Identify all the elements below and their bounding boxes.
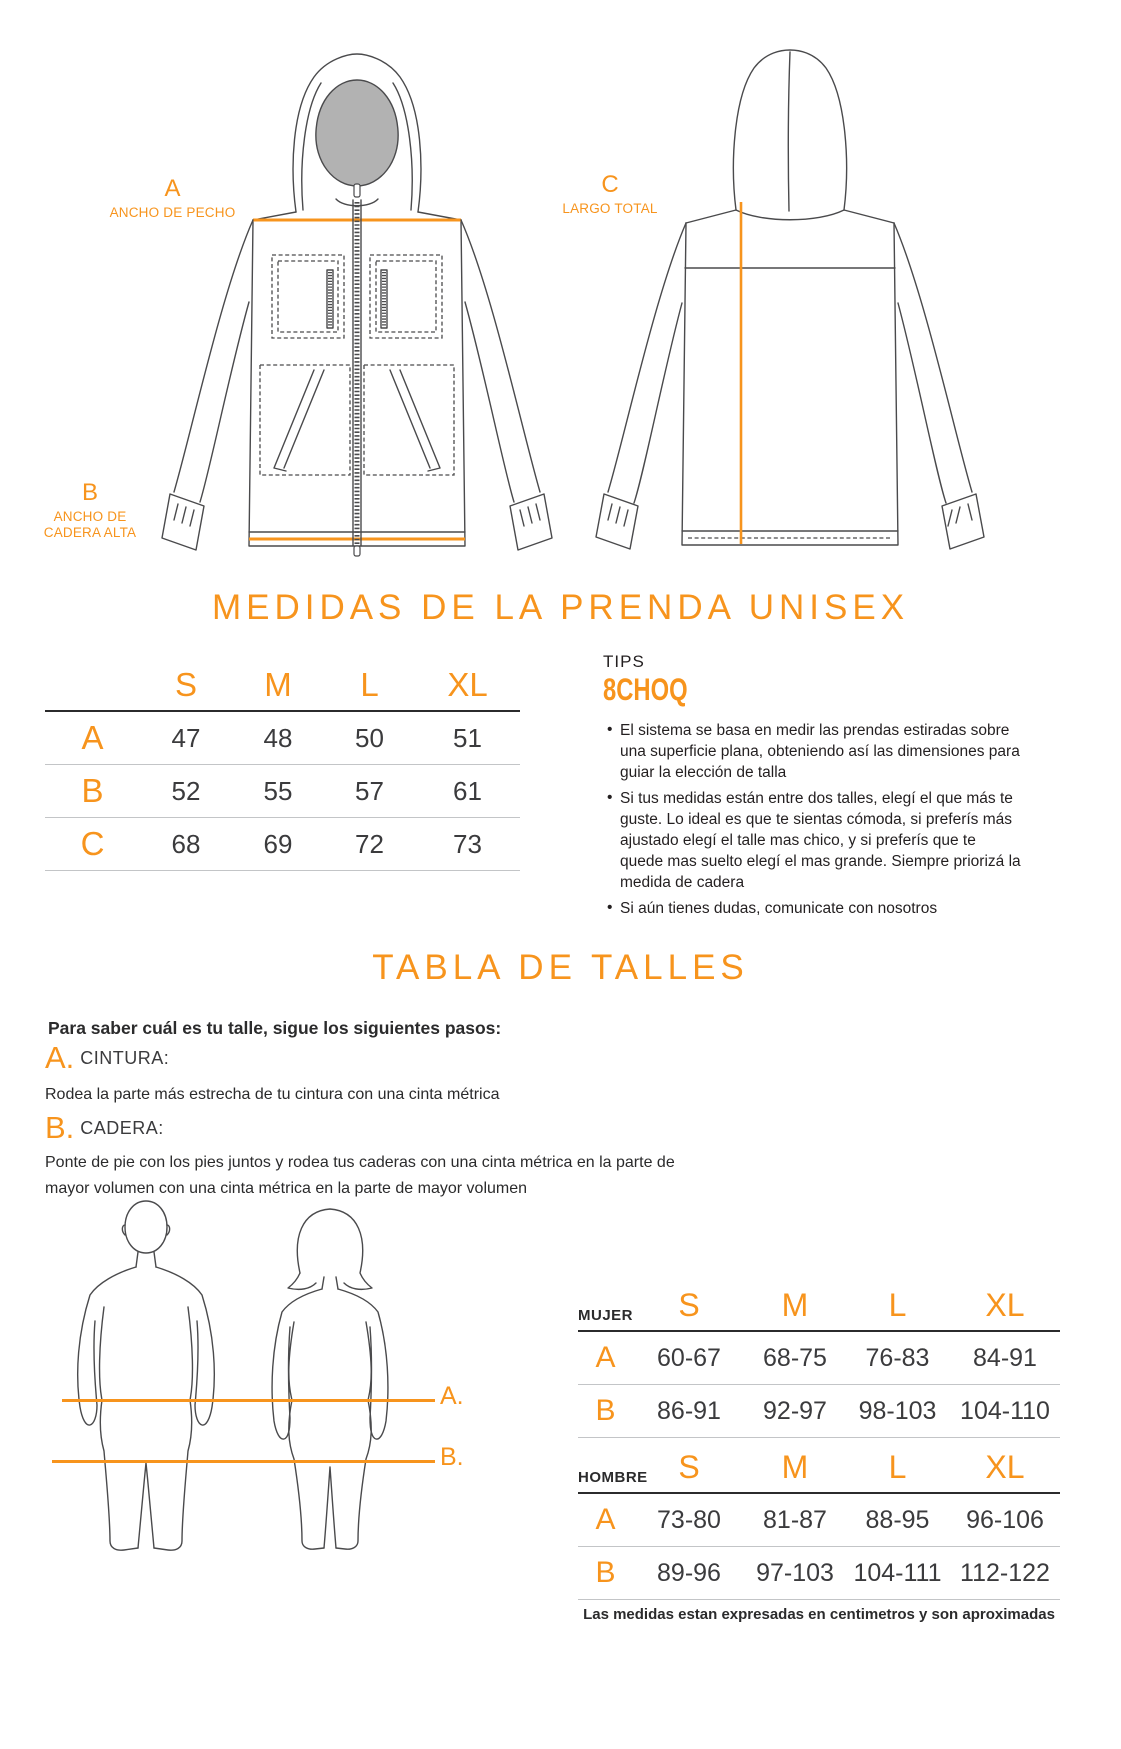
men-size-table	[578, 1450, 1060, 1600]
steps-intro: Para saber cuál es tu talle, sigue los siguientes pasos:	[48, 1018, 502, 1038]
row-label-b: B	[595, 1394, 616, 1427]
row-label-b: B	[81, 772, 104, 809]
size-range: 86-91	[657, 1396, 721, 1425]
label-chest-width-text: ANCHO DE PECHO	[109, 205, 236, 220]
size-col-l: L	[360, 666, 379, 703]
size-col-xl: XL	[985, 1287, 1025, 1323]
label-hip-width-letter: B	[81, 479, 98, 506]
garment-size-table	[45, 660, 520, 871]
tips-block	[603, 652, 706, 706]
size-col-m: M	[781, 1449, 809, 1485]
size-range: 98-103	[858, 1396, 937, 1425]
chest-pocket-right	[370, 255, 442, 338]
women-size-table	[578, 1288, 1060, 1438]
table-row	[578, 1385, 1060, 1438]
hood-back-outline	[733, 50, 846, 210]
front-jacket-drawing	[122, 50, 562, 570]
size-col-l: L	[888, 1287, 907, 1323]
brand-logo: 8CHOQ	[603, 673, 688, 708]
size-range: 73-80	[657, 1505, 721, 1534]
step-a-name: CINTURA:	[80, 1047, 170, 1068]
size-value: 52	[171, 775, 201, 806]
lower-pocket-left	[260, 365, 350, 475]
row-label-b: B	[595, 1556, 616, 1589]
back-sleeve-left	[596, 223, 686, 549]
step-a-description: Rodea la parte más estrecha de tu cintura con una cinta métrica	[45, 1086, 500, 1103]
size-value: 73	[453, 828, 482, 859]
tip-item: • Si tus medidas están entre dos talles, elegí el que más te guste. Lo ideal es que te sientas cómoda, si preferís más ajustado elegí el talle mas chico, y si preferís que te quede mas suelto elegí el mas grande. Siempre priorizá la medida de cadera	[607, 788, 1022, 893]
size-range: 88-95	[865, 1505, 930, 1534]
step-b-letter: B.	[45, 1110, 75, 1145]
size-value: 57	[355, 775, 384, 806]
hip-measure-line	[52, 1460, 435, 1463]
size-col-s: S	[678, 1287, 700, 1323]
label-hip-width-text1: ANCHO DE	[53, 509, 127, 524]
size-value: 47	[171, 722, 201, 753]
label-total-length-text: LARGO TOTAL	[562, 201, 658, 216]
size-range: 84-91	[973, 1343, 1037, 1372]
step-b-heading	[45, 1110, 164, 1146]
back-jacket-drawing	[540, 45, 1020, 570]
tip-item: • Si aún tienes dudas, comunicate con nosotros	[607, 898, 1022, 919]
size-range: 68-75	[763, 1343, 827, 1372]
footnote: Las medidas estan expresadas en centimetros y son aproximadas	[583, 1606, 1055, 1623]
row-label-a: A	[595, 1341, 616, 1374]
garment-table-header	[45, 660, 520, 712]
chest-pocket-left	[272, 255, 344, 338]
garment-title: MEDIDAS DE LA PRENDA UNISEX	[211, 588, 910, 627]
label-chest-width	[100, 176, 245, 221]
row-label-a: A	[595, 1503, 616, 1536]
table-row	[578, 1332, 1060, 1385]
hip-line-label: B.	[440, 1443, 464, 1471]
row-label-c: C	[80, 825, 105, 862]
label-hip-width	[30, 480, 150, 541]
step-a-letter: A.	[45, 1040, 75, 1075]
zipper	[353, 184, 361, 556]
size-col-l: L	[888, 1449, 907, 1485]
size-range: 112-122	[960, 1558, 1050, 1587]
tips-heading: TIPS	[603, 652, 645, 671]
size-value: 69	[263, 828, 293, 859]
step-b-description: Ponte de pie con los pies juntos y rodea tus caderas con una cinta métrica en la parte de mayor volumen con una cinta métrica en la parte de mayor volumen	[45, 1154, 675, 1197]
table-row	[578, 1547, 1060, 1600]
tip-item: • El sistema se basa en medir las prendas estiradas sobre una superficie plana, obteniendo así las dimensiones para guiar la elección de talla	[607, 720, 1022, 783]
women-table-header	[578, 1288, 1060, 1332]
waist-measure-line	[62, 1399, 435, 1402]
step-a-heading	[45, 1040, 169, 1076]
waist-line-label: A.	[440, 1382, 464, 1410]
label-total-length-letter: C	[601, 171, 619, 198]
sleeve-right	[461, 220, 552, 550]
size-table-title: TABLA DE TALLES	[372, 948, 749, 987]
male-figure	[78, 1201, 215, 1550]
size-col-xl: XL	[447, 666, 488, 703]
size-col-xl: XL	[985, 1449, 1025, 1485]
size-value: 55	[263, 775, 293, 806]
men-table-header	[578, 1450, 1060, 1494]
size-range: 96-106	[966, 1505, 1044, 1534]
size-range: 104-111	[853, 1558, 942, 1587]
size-col-m: M	[781, 1287, 809, 1323]
sleeve-left	[162, 220, 253, 550]
size-value: 68	[171, 828, 201, 859]
size-value: 61	[453, 775, 482, 806]
back-sleeve-right	[894, 223, 984, 549]
label-total-length	[545, 172, 675, 217]
table-row	[45, 818, 520, 871]
row-label-a: A	[81, 719, 104, 756]
size-col-s: S	[678, 1449, 700, 1485]
size-value: 50	[355, 722, 384, 753]
step-b-name: CADERA:	[80, 1117, 164, 1138]
lower-pocket-right	[364, 365, 454, 475]
size-range: 104-110	[960, 1396, 1050, 1425]
table-row	[578, 1494, 1060, 1547]
label-hip-width-text2: CADERA ALTA	[43, 525, 137, 540]
tips-list	[607, 720, 1022, 924]
table-row	[45, 712, 520, 765]
size-value: 51	[453, 722, 482, 753]
hood-opening	[316, 80, 398, 186]
size-range: 92-97	[763, 1396, 827, 1425]
size-range: 89-96	[657, 1558, 721, 1587]
size-value: 72	[355, 828, 384, 859]
body-figures-drawing	[42, 1195, 492, 1555]
size-range: 81-87	[763, 1505, 827, 1534]
label-chest-width-letter: A	[164, 175, 181, 202]
size-range: 76-83	[865, 1343, 930, 1372]
size-value: 48	[263, 722, 293, 753]
female-figure	[272, 1209, 388, 1549]
size-range: 60-67	[657, 1343, 721, 1372]
group-label-men: HOMBRE	[578, 1469, 648, 1486]
size-col-m: M	[264, 666, 292, 703]
table-row	[45, 765, 520, 818]
size-col-s: S	[174, 666, 197, 703]
group-label-women: MUJER	[578, 1307, 634, 1324]
size-range: 97-103	[756, 1558, 834, 1587]
